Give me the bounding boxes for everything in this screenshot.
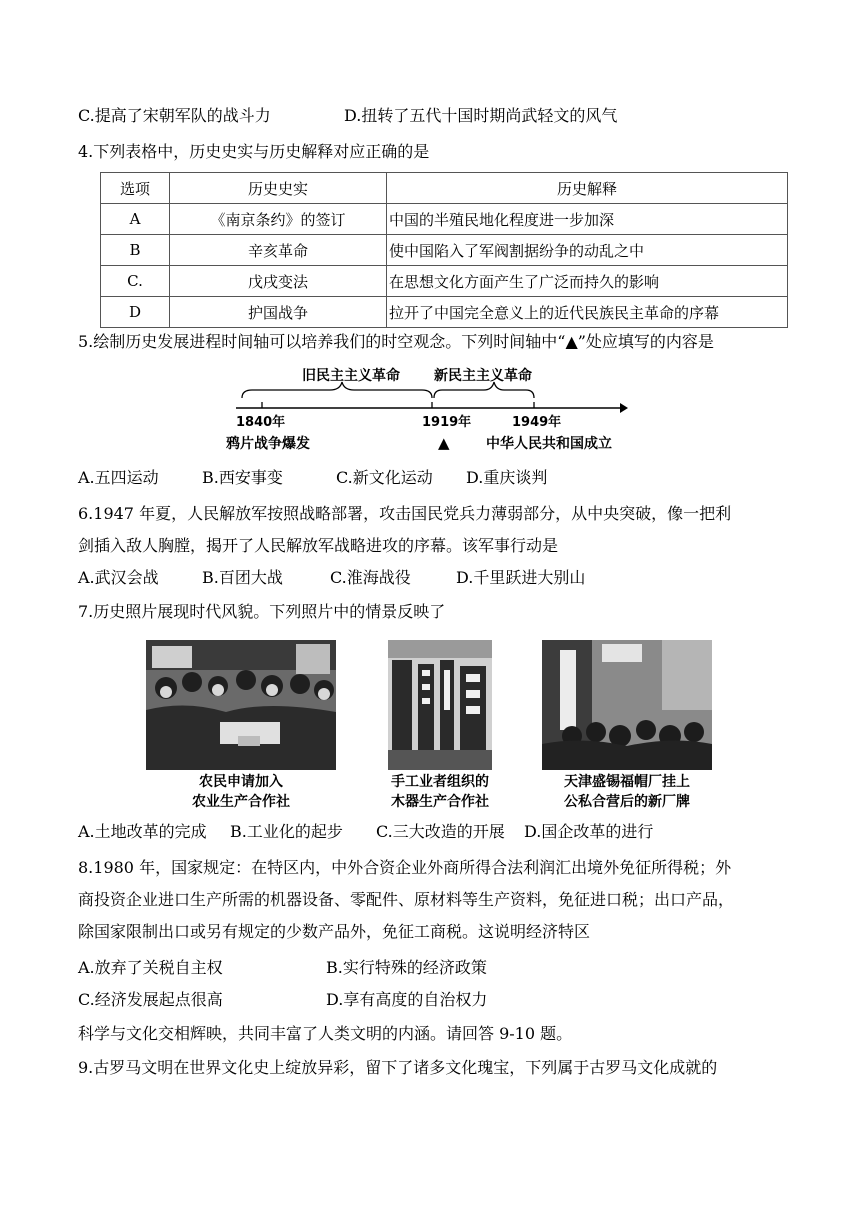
q7-option-a: A.土地改革的完成 bbox=[78, 822, 207, 841]
q5-timeline bbox=[222, 362, 642, 458]
photo-farmers-cooperative bbox=[146, 640, 336, 770]
table-row bbox=[101, 235, 788, 266]
q4-stem: 4.下列表格中，历史史实与历史解释对应正确的是 bbox=[78, 142, 430, 161]
table-cell: 在思想文化方面产生了广泛而持久的影响 bbox=[387, 266, 788, 297]
table-row bbox=[101, 297, 788, 328]
q7-option-d: D.国企改革的进行 bbox=[524, 822, 654, 841]
photo-image bbox=[146, 640, 336, 770]
table-cell: 拉开了中国完全意义上的近代民族民主革命的序幕 bbox=[387, 297, 788, 328]
q6-stem-line-1: 6.1947 年夏，人民解放军按照战略部署，攻击国民党兵力薄弱部分，从中央突破，像一把利 bbox=[78, 504, 732, 523]
q8-option-b: B.实行特殊的经济政策 bbox=[326, 958, 487, 977]
photo-image bbox=[388, 640, 492, 770]
table-cell: C. bbox=[101, 266, 170, 297]
q5-stem: 5.绘制历史发展进程时间轴可以培养我们的时空观念。下列时间轴中“▲”处应填写的内容是 bbox=[78, 332, 714, 351]
table-cell: 使中国陷入了军阀割据纷争的动乱之中 bbox=[387, 235, 788, 266]
q6-option-c: C.淮海战役 bbox=[330, 568, 411, 587]
table-header-cell: 选项 bbox=[101, 173, 170, 204]
photo-3-caption bbox=[530, 772, 724, 812]
table-header-cell: 历史解释 bbox=[387, 173, 788, 204]
caption-line: 农业生产合作社 bbox=[192, 794, 290, 810]
q6-option-b: B.百团大战 bbox=[202, 568, 283, 587]
photo-1-caption bbox=[146, 772, 336, 812]
timeline-label-old: 旧民主主义革命 bbox=[302, 368, 400, 384]
year-1949: 1949年 bbox=[512, 415, 562, 430]
q8-option-a: A.放弃了关税自主权 bbox=[78, 958, 223, 977]
q8-stem-line-3: 除国家限制出口或另有规定的少数产品外，免征工商税。这说明经济特区 bbox=[78, 922, 591, 941]
table-row bbox=[101, 266, 788, 297]
photo-image bbox=[542, 640, 712, 770]
q3-option-c: C.提高了宋朝军队的战斗力 bbox=[78, 106, 271, 125]
q8-option-c: C.经济发展起点很高 bbox=[78, 990, 223, 1009]
caption-line: 天津盛锡福帽厂挂上 bbox=[564, 774, 690, 790]
q5-option-b: B.西安事变 bbox=[202, 468, 283, 487]
section-intro: 科学与文化交相辉映，共同丰富了人类文明的内涵。请回答 9-10 题。 bbox=[78, 1024, 573, 1043]
photo-2-caption bbox=[360, 772, 520, 812]
table-header-cell: 历史史实 bbox=[170, 173, 387, 204]
table-cell: 《南京条约》的签订 bbox=[170, 204, 387, 235]
caption-line: 手工业者组织的 bbox=[391, 774, 489, 790]
q3-option-d: D.扭转了五代十国时期尚武轻文的风气 bbox=[344, 106, 618, 125]
table-cell: 辛亥革命 bbox=[170, 235, 387, 266]
table-cell: 中国的半殖民地化程度进一步加深 bbox=[387, 204, 788, 235]
q7-option-b: B.工业化的起步 bbox=[230, 822, 343, 841]
q6-option-d: D.千里跃进大别山 bbox=[456, 568, 586, 587]
year-1840: 1840年 bbox=[236, 415, 286, 430]
table-cell: D bbox=[101, 297, 170, 328]
timeline-label-new: 新民主主义革命 bbox=[434, 368, 532, 384]
caption-line: 公私合营后的新厂牌 bbox=[564, 794, 690, 810]
arrow-icon bbox=[620, 403, 628, 413]
table-cell: 护国战争 bbox=[170, 297, 387, 328]
photo-tianjin-factory bbox=[542, 640, 712, 770]
q8-stem-line-1: 8.1980 年，国家规定：在特区内，中外合资企业外商所得合法利润汇出境外免征所得税；外 bbox=[78, 858, 732, 877]
table-cell: 戊戌变法 bbox=[170, 266, 387, 297]
brace-old bbox=[242, 382, 432, 398]
brace-new bbox=[434, 382, 534, 398]
table-header-row bbox=[101, 173, 788, 204]
q5-option-d: D.重庆谈判 bbox=[466, 468, 548, 487]
q7-stem: 7.历史照片展现时代风貌。下列照片中的情景反映了 bbox=[78, 602, 446, 621]
table-row bbox=[101, 204, 788, 235]
q5-option-a: A.五四运动 bbox=[78, 468, 159, 487]
caption-line: 木器生产合作社 bbox=[391, 794, 489, 810]
year-1919: 1919年 bbox=[422, 415, 472, 430]
q9-stem: 9.古罗马文明在世界文化史上绽放异彩，留下了诸多文化瑰宝，下列属于古罗马文化成就的 bbox=[78, 1058, 718, 1077]
table-cell: B bbox=[101, 235, 170, 266]
q7-option-c: C.三大改造的开展 bbox=[376, 822, 505, 841]
q6-stem-line-2: 剑插入敌人胸膛，揭开了人民解放军战略进攻的序幕。该军事行动是 bbox=[78, 536, 559, 555]
table-cell: A bbox=[101, 204, 170, 235]
q8-stem-line-2: 商投资企业进口生产所需的机器设备、零配件、原材料等生产资料，免征进口税；出口产品， bbox=[78, 890, 735, 909]
event-mid-triangle: ▲ bbox=[438, 434, 450, 452]
q5-option-c: C.新文化运动 bbox=[336, 468, 433, 487]
photo-handicraft-cooperative bbox=[388, 640, 492, 770]
q4-table bbox=[100, 172, 788, 328]
q6-option-a: A.武汉会战 bbox=[78, 568, 159, 587]
q8-option-d: D.享有高度的自治权力 bbox=[326, 990, 488, 1009]
caption-line: 农民申请加入 bbox=[199, 774, 283, 790]
event-1840: 鸦片战争爆发 bbox=[226, 436, 310, 452]
event-1949: 中华人民共和国成立 bbox=[486, 436, 612, 452]
